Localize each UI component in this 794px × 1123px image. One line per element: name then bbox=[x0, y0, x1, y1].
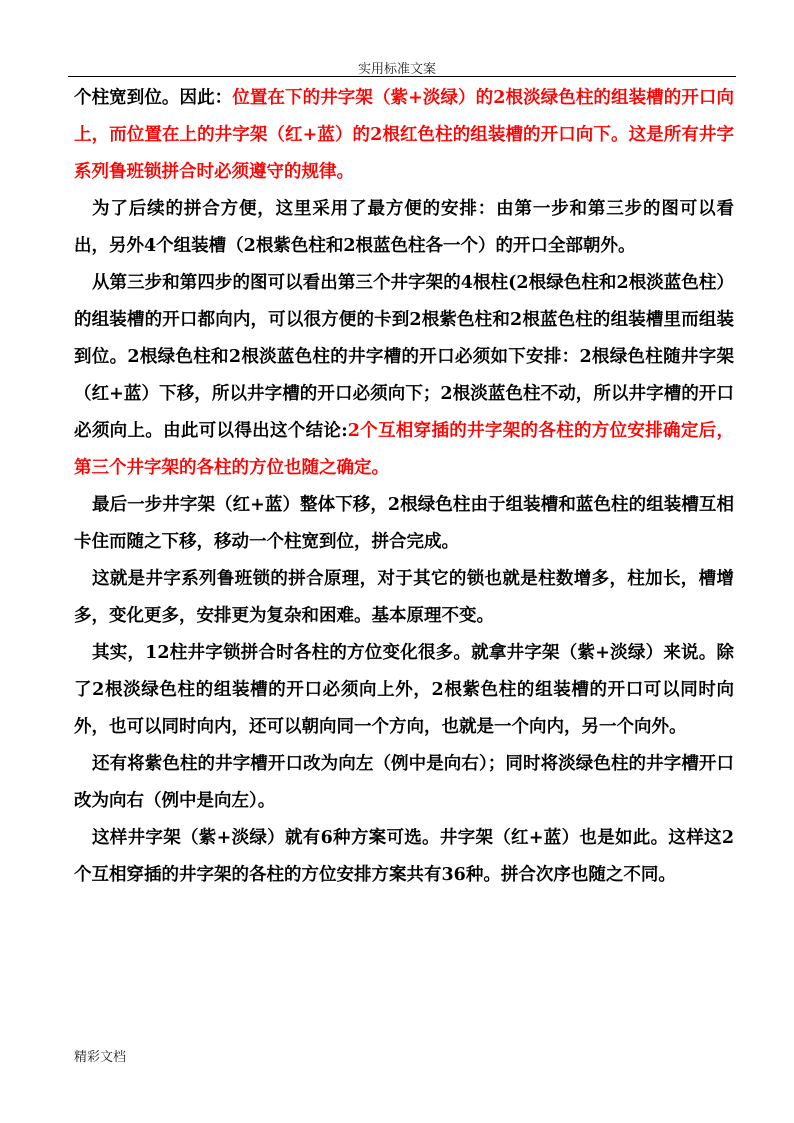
paragraph-1-highlight: 位置在下的井字架（紫+淡绿）的2根淡绿色柱的组装槽的开口向上，而位置在上的井字架（红+蓝）的2根红色柱的组装槽的开口向下。这是所有井字系列鲁班锁拼合时必须遵守的规律。 bbox=[74, 88, 735, 182]
paragraph-5: 这就是井字系列鲁班锁的拼合原理，对于其它的锁也就是柱数增多，柱加长，槽增多，变化更多，安排更为复杂和困难。基本原理不变。 bbox=[74, 569, 734, 626]
paragraph-4: 最后一步井字架（红+蓝）整体下移，2根绿色柱由于组装槽和蓝色柱的组装槽互相卡住而随之下移，移动一个柱宽到位，拼合完成。 bbox=[74, 495, 734, 552]
paragraph-6: 其实，12柱井字锁拼合时各柱的方位变化很多。就拿井字架（紫+淡绿）来说。除了2根淡绿色柱的组装槽的开口必须向上外，2根紫色柱的组装槽的开口可以同时向外，也可以同时向内，还可以朝向同一个方向，也就是一个向内，另一个向外。 bbox=[74, 643, 734, 737]
page-footer-text: 精彩文档 bbox=[74, 1050, 127, 1065]
paragraph-3 bbox=[74, 265, 734, 487]
paragraph-8: 这样井字架（紫+淡绿）就有6种方案可选。井字架（红+蓝）也是如此。这样这2个互相穿插的井字架的各柱的方位安排方案共有36种。拼合次序也随之不同。 bbox=[74, 828, 734, 885]
document-body bbox=[74, 80, 734, 894]
paragraph-1-text: 个柱宽到位。因此： bbox=[74, 88, 233, 108]
header-divider bbox=[68, 76, 736, 77]
paragraph-1 bbox=[74, 80, 734, 191]
paragraph-3-highlight: 2个互相穿插的井字架的各柱的方位安排确定后，第三个井字架的各柱的方位也随之确定。 bbox=[74, 421, 734, 478]
page-header-title: 实用标准文案 bbox=[357, 62, 436, 77]
paragraph-7: 还有将紫色柱的井字槽开口改为向左（例中是向右）；同时将淡绿色柱的井字槽开口改为向右（例中是向左）。 bbox=[74, 754, 734, 811]
paragraph-2: 为了后续的拼合方便，这里采用了最方便的安排：由第一步和第三步的图可以看出，另外4个组装槽（2根紫色柱和2根蓝色柱各一个）的开口全部朝外。 bbox=[74, 199, 734, 256]
paragraph-3-text: 从第三步和第四步的图可以看出第三个井字架的4根柱(2根绿色柱和2根淡蓝色柱）的组装槽的开口都向内，可以很方便的卡到2根紫色柱和2根蓝色柱的组装槽里而组装到位。2根绿色柱和2根淡蓝色柱的井字槽的开口必须如下安排：2根绿色柱随井字架（红+蓝）下移，所以井字槽的开口必须向下；2根淡蓝色柱不动，所以井字槽的开口必须向上。由此可以得出这个结论: bbox=[74, 273, 734, 441]
